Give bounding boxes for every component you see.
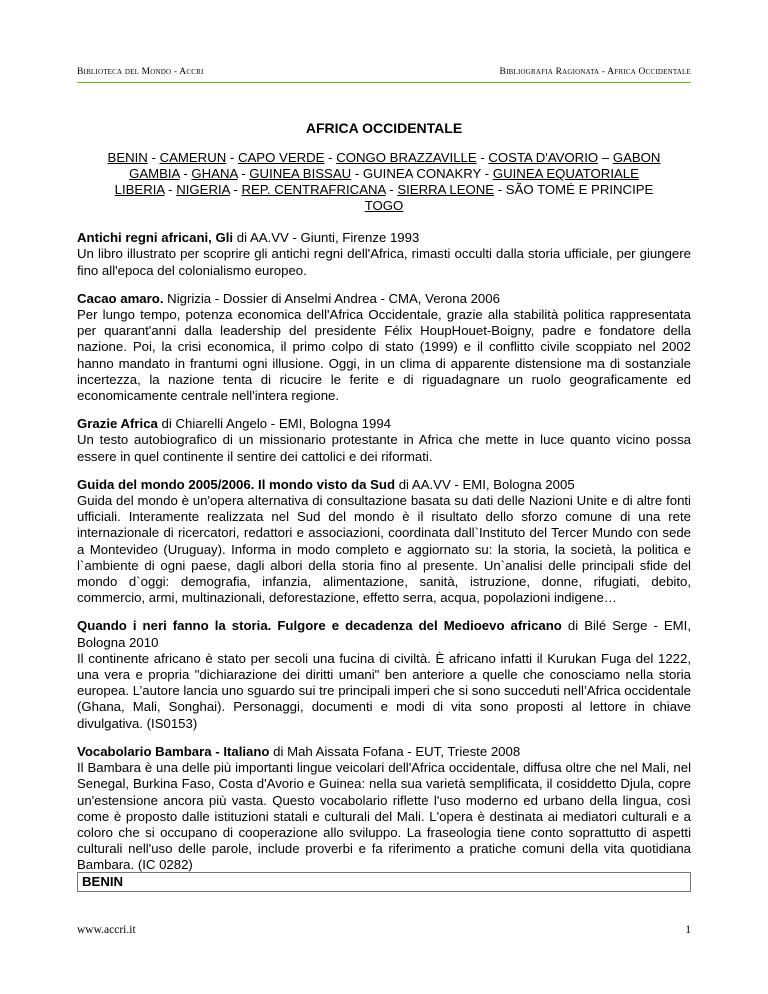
country-link-sierra-leone[interactable]: SIERRA LEONE (397, 182, 495, 198)
country-link-rep-centrafricana[interactable]: REP. CENTRAFRICANA (241, 182, 386, 198)
entry-description: Il continente africano è stato per secoli una fucina di civiltà. È africano infatti il Kurukan Fuga del 1222, una vera e propria "dichiarazione dei diritti umani" ben anteriore a quelle che conosciamo nella storia europea. L’autore lancia uno sguardo sui tre principali imperi che si sono succeduti nell’Africa occidentale (Ghana, Mali, Songhai). Personaggi, documenti e modi di vita sono proposti al lettore in chiave divulgativa. (IS0153) (77, 650, 691, 731)
separator: - GUINEA CONAKRY - (351, 166, 493, 182)
separator: - (147, 150, 160, 166)
country-link-liberia[interactable]: LIBERIA (114, 182, 165, 198)
footer-website: www.accri.it (77, 924, 136, 936)
running-header-left: Biblioteca del Mondo - Accri (77, 67, 204, 77)
entry-meta: di AA.VV - Giunti, Firenze 1993 (233, 230, 420, 246)
section-heading-benin: BENIN (77, 872, 691, 892)
country-link-togo[interactable]: TOGO (364, 198, 404, 214)
country-link-capo-verde[interactable]: CAPO VERDE (237, 150, 325, 166)
country-link-benin[interactable]: BENIN (107, 150, 148, 166)
running-header-right: Bibliografia Ragionata - Africa Occidentale (499, 67, 691, 77)
entry-title: Guida del mondo 2005/2006. Il mondo visto da Sud (77, 476, 396, 492)
country-link-gabon[interactable]: GABON (612, 150, 661, 166)
bibliography-entry (77, 230, 691, 279)
entry-description: Guida del mondo è un'opera alternativa di consultazione basata su dati delle Nazioni Unite e di altre fonti ufficiali. Interamente realizzata nel Sud del mondo è il risultato dello sforzo comune di una rete internazionale di ricercatori, redattori e associazioni, coordinata dall`Instituto del Tercer Mundo con sede a Montevideo (Uruguay). Informa in modo completo e aggiornato su: la storia, la società, la politica e l`ambiente di ogni paese, dagli albori della storia fino al presente. Un`analisi delle principali sfide del mondo d`oggi: demografia, infanzia, alimentazione, sanità, istruzione, donne, rifugiati, debito, commercio, armi, multinazionali, deforestazione, effetto serra, acqua, popolazioni indigene… (77, 493, 691, 606)
separator: - (324, 150, 337, 166)
entry-meta: di Mah Aissata Fofana - EUT, Trieste 2008 (269, 743, 521, 759)
entry-title: Antichi regni africani, Gli (77, 230, 234, 246)
entry-title: Quando i neri fanno la storia. Fulgore e decadenza del Medioevo africano (77, 618, 562, 634)
separator: - (476, 150, 489, 166)
entry-meta: di Chiarelli Angelo - EMI, Bologna 1994 (157, 416, 391, 432)
entry-description: Un libro illustrato per scoprire gli antichi regni dell'Africa, rimasti occulti dalla storia ufficiale, per giungere fino all'epoca del colonialismo europeo. (77, 246, 691, 278)
country-index (77, 150, 691, 214)
separator: - SÃO TOMÉ E PRINCIPE (494, 182, 654, 198)
entry-meta: Nigrizia - Dossier di Anselmi Andrea - CMA, Verona 2006 (163, 290, 500, 306)
bibliography-entry (77, 618, 691, 731)
bibliography-entry (77, 744, 691, 874)
country-link-congo-brazzaville[interactable]: CONGO BRAZZAVILLE (336, 150, 477, 166)
header-rule (77, 82, 691, 83)
country-link-guinea-equatoriale[interactable]: GUINEA EQUATORIALE (492, 166, 639, 182)
country-link-nigeria[interactable]: NIGERIA (176, 182, 230, 198)
page-content (77, 118, 691, 892)
country-link-guinea-bissau[interactable]: GUINEA BISSAU (249, 166, 352, 182)
page-number: 1 (685, 924, 691, 936)
entry-title: Cacao amaro. (77, 290, 164, 306)
entry-title: Grazie Africa (77, 416, 158, 432)
entry-title: Vocabolario Bambara - Italiano (77, 743, 270, 759)
entry-description: Il Bambara è una delle più importanti lingue veicolari dell'Africa occidentale, diffusa oltre che nel Mali, nel Senegal, Burkina Faso, Costa d'Avorio e Guinea: nella sua varietà semplificata, il cosiddetto Djula, copre un'estensione ancora più vasta. Questo vocabolario riflette l'uso moderno ed urbano della lingua, così come è proposto dalle istituzioni statali e culturali del Mali. L'opera è destinata ai mediatori culturali e a coloro che si occupano di cooperazione allo sviluppo. La fraseologia tiene conto soprattutto di aspetti culturali nell'uso delle parole, include proverbi e fa riferimento a pratiche comuni della vita quotidiana Bambara. (IC 0282) (77, 760, 691, 873)
separator: - (385, 182, 398, 198)
bibliography-entry (77, 416, 691, 465)
separator: - (226, 150, 238, 166)
separator: - (179, 166, 192, 182)
separator: - (164, 182, 177, 198)
separator: - (229, 182, 242, 198)
country-link-costa-davorio[interactable]: COSTA D'AVORIO (488, 150, 599, 166)
entry-description: Per lungo tempo, potenza economica dell'Africa Occidentale, grazie alla stabilità politica rappresentata per quarant'anni dalla leadership del presidente Félix HoupHouet-Boigny, padre e fondatore della nazione. Poi, la crisi economica, il primo colpo di stato (1999) e il conflitto civile scoppiato nel 2002 hanno mandato in frantumi ogni illusione. Oggi, in un clima di apparente distensione ma di sostanziale incertezza, la nazione tenta di ricucire le ferite e di riguadagnare un ruolo geograficamente ed economicamente centrale nell'intera regione. (77, 307, 691, 404)
entry-meta: di Bilé Serge - EMI, Bologna 2010 (77, 618, 691, 650)
country-link-gambia[interactable]: GAMBIA (129, 166, 180, 182)
bibliography-entry (77, 291, 691, 404)
country-link-ghana[interactable]: GHANA (191, 166, 238, 182)
page-title: AFRICA OCCIDENTALE (305, 120, 463, 136)
entry-description: Un testo autobiografico di un missionario protestante in Africa che mette in luce quanto vicino possa essere in quel continente il sentire dei cattolici e dei riformati. (77, 432, 691, 464)
entry-meta: di AA.VV - EMI, Bologna 2005 (395, 476, 575, 492)
bibliography-entry (77, 477, 691, 607)
separator: - (237, 166, 250, 182)
separator: – (598, 150, 613, 166)
country-link-camerun[interactable]: CAMERUN (159, 150, 227, 166)
